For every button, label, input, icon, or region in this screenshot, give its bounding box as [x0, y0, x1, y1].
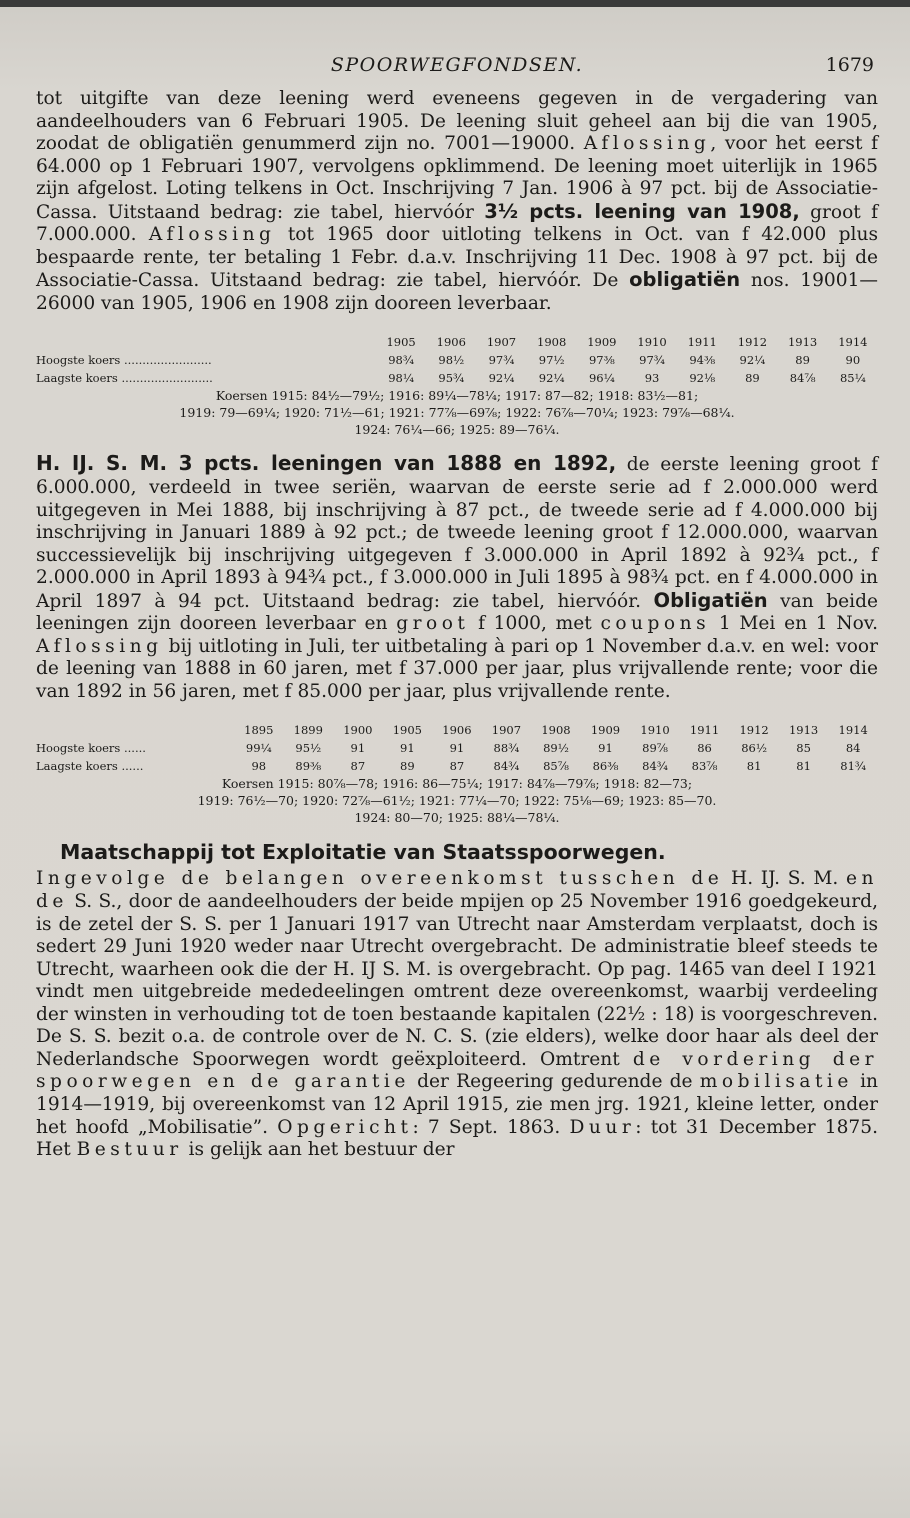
text: de eerste leening groot f 6.000.000, verdeeld in twee seriën, waarvan de eerste serie ad f 2.000.000 werd uitgegeven in Mei 1888, bij inschrijving à 87 pct., de tweede serie ad f 4.000.000 bij inschrijving in Januari 1889 à 92 pct.; de tweede leening groot f 12.000.000, waarvan successievelijk bij inschrijving uitgegeven f 3.000.000 in April 1892 à 92¾ pct., f 2.000.000 in April 1893 à 94¾ pct., f 3.000.000 in Juli 1895 à 98¾ pct. en f 4.000.000 in April 1897 à 94 pct. Uitstaand bedrag: zie tabel, hiervóór.	[36, 454, 878, 612]
koersen-line: Koersen 1915: 80⅞—78; 1916: 86—75¼; 1917: 84⅞—79⅞; 1918: 82—73;	[221, 776, 693, 792]
spaced-term: coupons	[600, 613, 711, 635]
year-row	[36, 333, 878, 351]
cell: 98¼	[388, 371, 414, 386]
text: f 1000, met	[469, 613, 601, 635]
cell: 95½	[295, 741, 322, 756]
spaced-term: en de	[36, 868, 878, 913]
price-table-1	[36, 333, 878, 387]
year: 1912	[737, 335, 768, 350]
cell: 86	[697, 741, 712, 756]
spaced-term: Aflossing	[148, 224, 276, 246]
cell: 89½	[543, 741, 569, 756]
empty-cell	[36, 333, 376, 351]
year: 1905	[386, 335, 416, 350]
inline-heading: obligatiën	[629, 268, 741, 292]
year: 1909	[590, 723, 621, 738]
cell: 86⅜	[592, 759, 619, 774]
cell: 89	[795, 353, 810, 368]
cell: 81	[746, 759, 762, 774]
cell: 88¾	[493, 741, 520, 756]
cell: 85	[796, 741, 811, 756]
koersen-line: 1919: 76½—70; 1920: 72⅞—61½; 1921: 77¼—70; 1922: 75⅛—69; 1923: 85—70.	[197, 793, 717, 809]
year: 1908	[537, 335, 567, 350]
cell: 81¾	[840, 759, 867, 774]
cell: 90	[845, 353, 861, 368]
text: nos. 19001—26000 van 1905, 1906 en 1908 zijn dooreen leverbaar.	[36, 270, 879, 314]
koersen-line: 1924: 80—70; 1925: 88¼—78¼.	[354, 810, 560, 826]
spaced-term: Aflossing	[36, 635, 163, 657]
cell: 92¼	[488, 371, 515, 386]
cell: 87	[449, 759, 465, 774]
spaced-term: de vordering der spoorwegen en de garantie	[36, 1048, 879, 1093]
year: 1900	[343, 723, 373, 738]
spaced-term: groot	[396, 613, 470, 635]
inline-heading: 3½ pcts. leening van 1908,	[484, 199, 800, 223]
cell: 93	[644, 371, 660, 386]
cell: 92¼	[538, 371, 565, 386]
cell: 94⅜	[689, 353, 716, 368]
paragraph-hijsm-loans	[36, 452, 878, 703]
row-label: Laagste koers .........................	[36, 371, 213, 386]
cell: 89⅜	[295, 759, 322, 774]
year: 1913	[788, 723, 819, 738]
cell: 84¾	[642, 759, 668, 774]
cell: 97⅜	[588, 353, 615, 368]
table-row	[36, 757, 878, 775]
cell: 89⅞	[642, 741, 668, 756]
cell: 95¾	[438, 371, 465, 386]
year: 1909	[587, 335, 617, 350]
year: 1907	[491, 723, 522, 738]
price-table-2	[36, 721, 878, 775]
row-label: Hoogste koers ........................	[36, 353, 212, 368]
year: 1899	[293, 723, 323, 738]
empty-cell	[36, 721, 234, 739]
cell: 96¼	[588, 371, 615, 386]
cell: 97½	[538, 353, 565, 368]
text: H. IJ. S. M.	[723, 868, 847, 890]
koersen-line: 1924: 76¼—66; 1925: 89—76¼.	[354, 422, 560, 438]
text: groot f 7.000.000.	[36, 201, 878, 246]
text: tot 1965 door uitloting telkens in Oct. van f 42.000 plus bespaarde rente, ter betaling 1 Febr. d.a.v. Inschrijving 11 Dec. 1908 à 97 pct. bij de Associatie-Cassa. Uitstaand bedrag: zie tabel, hiervóór. De	[36, 224, 879, 292]
cell: 84	[845, 741, 861, 756]
cell: 85¼	[839, 371, 866, 386]
year: 1906	[436, 335, 466, 350]
koersen-block-2	[36, 775, 878, 826]
text: S. S., door de aandeelhouders der beide mpijen op 25 November 1916 goedgekeurd, is de zetel der S. S. per 1 Januari 1917 van Utrecht naar Amsterdam verplaatst, doch is sedert 29 Juni 1920 weder naar Utrecht overgebracht. De administratie bleef steeds te Utrecht, waarheen ook die der H. IJ S. M. is overgebracht. Op pag. 1465 van deel I 1921 vindt men uitgebreide mededeelingen omtrent deze overeenkomst, waarbij verdeeling der winsten in verhouding tot de toen bestaande kapitalen (22½ : 18) is voorgeschreven. De S. S. bezit o.a. de controle over de N. C. S. (zie elders), welke door haar als deel der Nederlandsche Spoorwegen wordt geëxploiteerd. Omtrent	[36, 891, 878, 1070]
spaced-term: mobilisatie	[699, 1071, 853, 1093]
year: 1905	[392, 723, 422, 738]
year: 1907	[486, 335, 517, 350]
cell: 83⅞	[691, 759, 718, 774]
section-heading-hijsm: H. IJ. S. M. 3 pcts. leeningen van 1888 en 1892,	[36, 451, 617, 476]
cell: 91	[350, 741, 366, 756]
paragraph-ss	[36, 868, 878, 1161]
row-label: Laagste koers ......	[36, 759, 144, 774]
cell: 98½	[438, 353, 465, 368]
row-label: Hoogste koers ......	[36, 741, 146, 756]
page-header	[36, 48, 878, 88]
cell: 84⅞	[789, 371, 816, 386]
text: der Regeering gedurende de	[409, 1071, 700, 1093]
year-row	[36, 721, 878, 739]
year: 1910	[640, 723, 670, 738]
koersen-line: 1919: 79—69¼; 1920: 71½—61; 1921: 77⅞—69⅞; 1922: 76⅞—70¼; 1923: 79⅞—68¼.	[179, 405, 735, 421]
koersen-line: Koersen 1915: 84½—79½; 1916: 89¼—78¼; 1917: 87—82; 1918: 83½—81;	[215, 388, 699, 404]
cell: 98	[251, 759, 267, 774]
cell: 98¾	[388, 353, 414, 368]
text: : 7 Sept. 1863.	[412, 1116, 570, 1138]
year: 1911	[687, 335, 717, 350]
cell: 91	[400, 741, 415, 756]
paragraph-loan-1908	[36, 88, 878, 315]
cell: 81	[796, 759, 811, 774]
text: tot uitgifte van deze leening werd eveneens gegeven in de vergadering van aandeelhouders van 6 Februari 1905. De leening sluit geheel aan bij die van 1905, zoodat de obligatiën genummerd zijn no. 7001—19000.	[36, 88, 878, 155]
year: 1906	[442, 723, 472, 738]
text: : tot 31 December 1875. Het	[36, 1116, 878, 1161]
cell: 85⅞	[543, 759, 569, 774]
koersen-block-1	[36, 387, 878, 438]
cell: 87	[350, 759, 366, 774]
cell: 84¾	[493, 759, 520, 774]
cell: 89	[745, 371, 760, 386]
running-title: SPOORWEGFONDSEN.	[330, 54, 584, 76]
cell: 89	[400, 759, 415, 774]
year: 1910	[637, 335, 667, 350]
cell: 86½	[741, 741, 767, 756]
cell: 92⅛	[689, 371, 716, 386]
text: 1 Mei en 1 Nov.	[710, 613, 878, 635]
year: 1912	[739, 723, 769, 738]
text: , voor het eerst f 64.000 op 1 Februari 1907, vervolgens opklimmend. De leening moet uiterlijk in 1965 zijn afgelost. Loting telkens in Oct. Inschrijving 7 Jan. 1906 à 97 pct. bij de Associatie-Cassa. Uitstaand bedrag: zie tabel, hiervóór	[36, 133, 878, 223]
year: 1895	[244, 723, 274, 738]
text: is gelijk aan het bestuur der	[182, 1139, 455, 1161]
cell: 92¼	[739, 353, 766, 368]
spaced-term: Aflossing	[583, 133, 711, 155]
cell: 91	[598, 741, 613, 756]
spaced-term: Duur	[569, 1116, 636, 1138]
cell: 97¾	[639, 353, 665, 368]
text: in 1914—1919, bij overeenkomst van 12 April 1915, zie men jrg. 1921, kleine letter, onder het hoofd „Mobilisatie”.	[36, 1071, 879, 1138]
year: 1911	[689, 723, 720, 738]
spaced-term: Bestuur	[76, 1139, 183, 1161]
year: 1914	[838, 723, 868, 738]
spaced-term: Opgericht	[277, 1116, 413, 1138]
cell: 97¾	[488, 353, 515, 368]
page-number: 1679	[825, 54, 874, 76]
section-heading-ss: Maatschappij tot Exploitatie van Staatsspoorwegen.	[60, 840, 666, 865]
text: bij uitloting in Juli, ter uitbetaling à pari op 1 November d.a.v. en wel: voor de leening van 1888 in 60 jaren, met f 37.000 per jaar, plus vrijvallende rente; voor die van 1892 in 56 jaren, met f 85.000 per jaar, plus vrijvallende rente.	[36, 635, 878, 702]
year: 1908	[541, 723, 571, 738]
year: 1914	[838, 335, 868, 350]
scan-edge	[0, 0, 910, 7]
cell: 91	[449, 741, 465, 756]
table-row	[36, 369, 878, 387]
cell: 99¼	[245, 741, 272, 756]
table-row	[36, 351, 878, 369]
spaced-term: Ingevolge de belangen overeenkomst tusschen de	[36, 868, 724, 890]
inline-heading: Obligatiën	[653, 588, 768, 612]
table-row	[36, 739, 878, 757]
year: 1913	[787, 335, 818, 350]
text: van beide leeningen zijn dooreen leverbaar en	[36, 590, 878, 635]
